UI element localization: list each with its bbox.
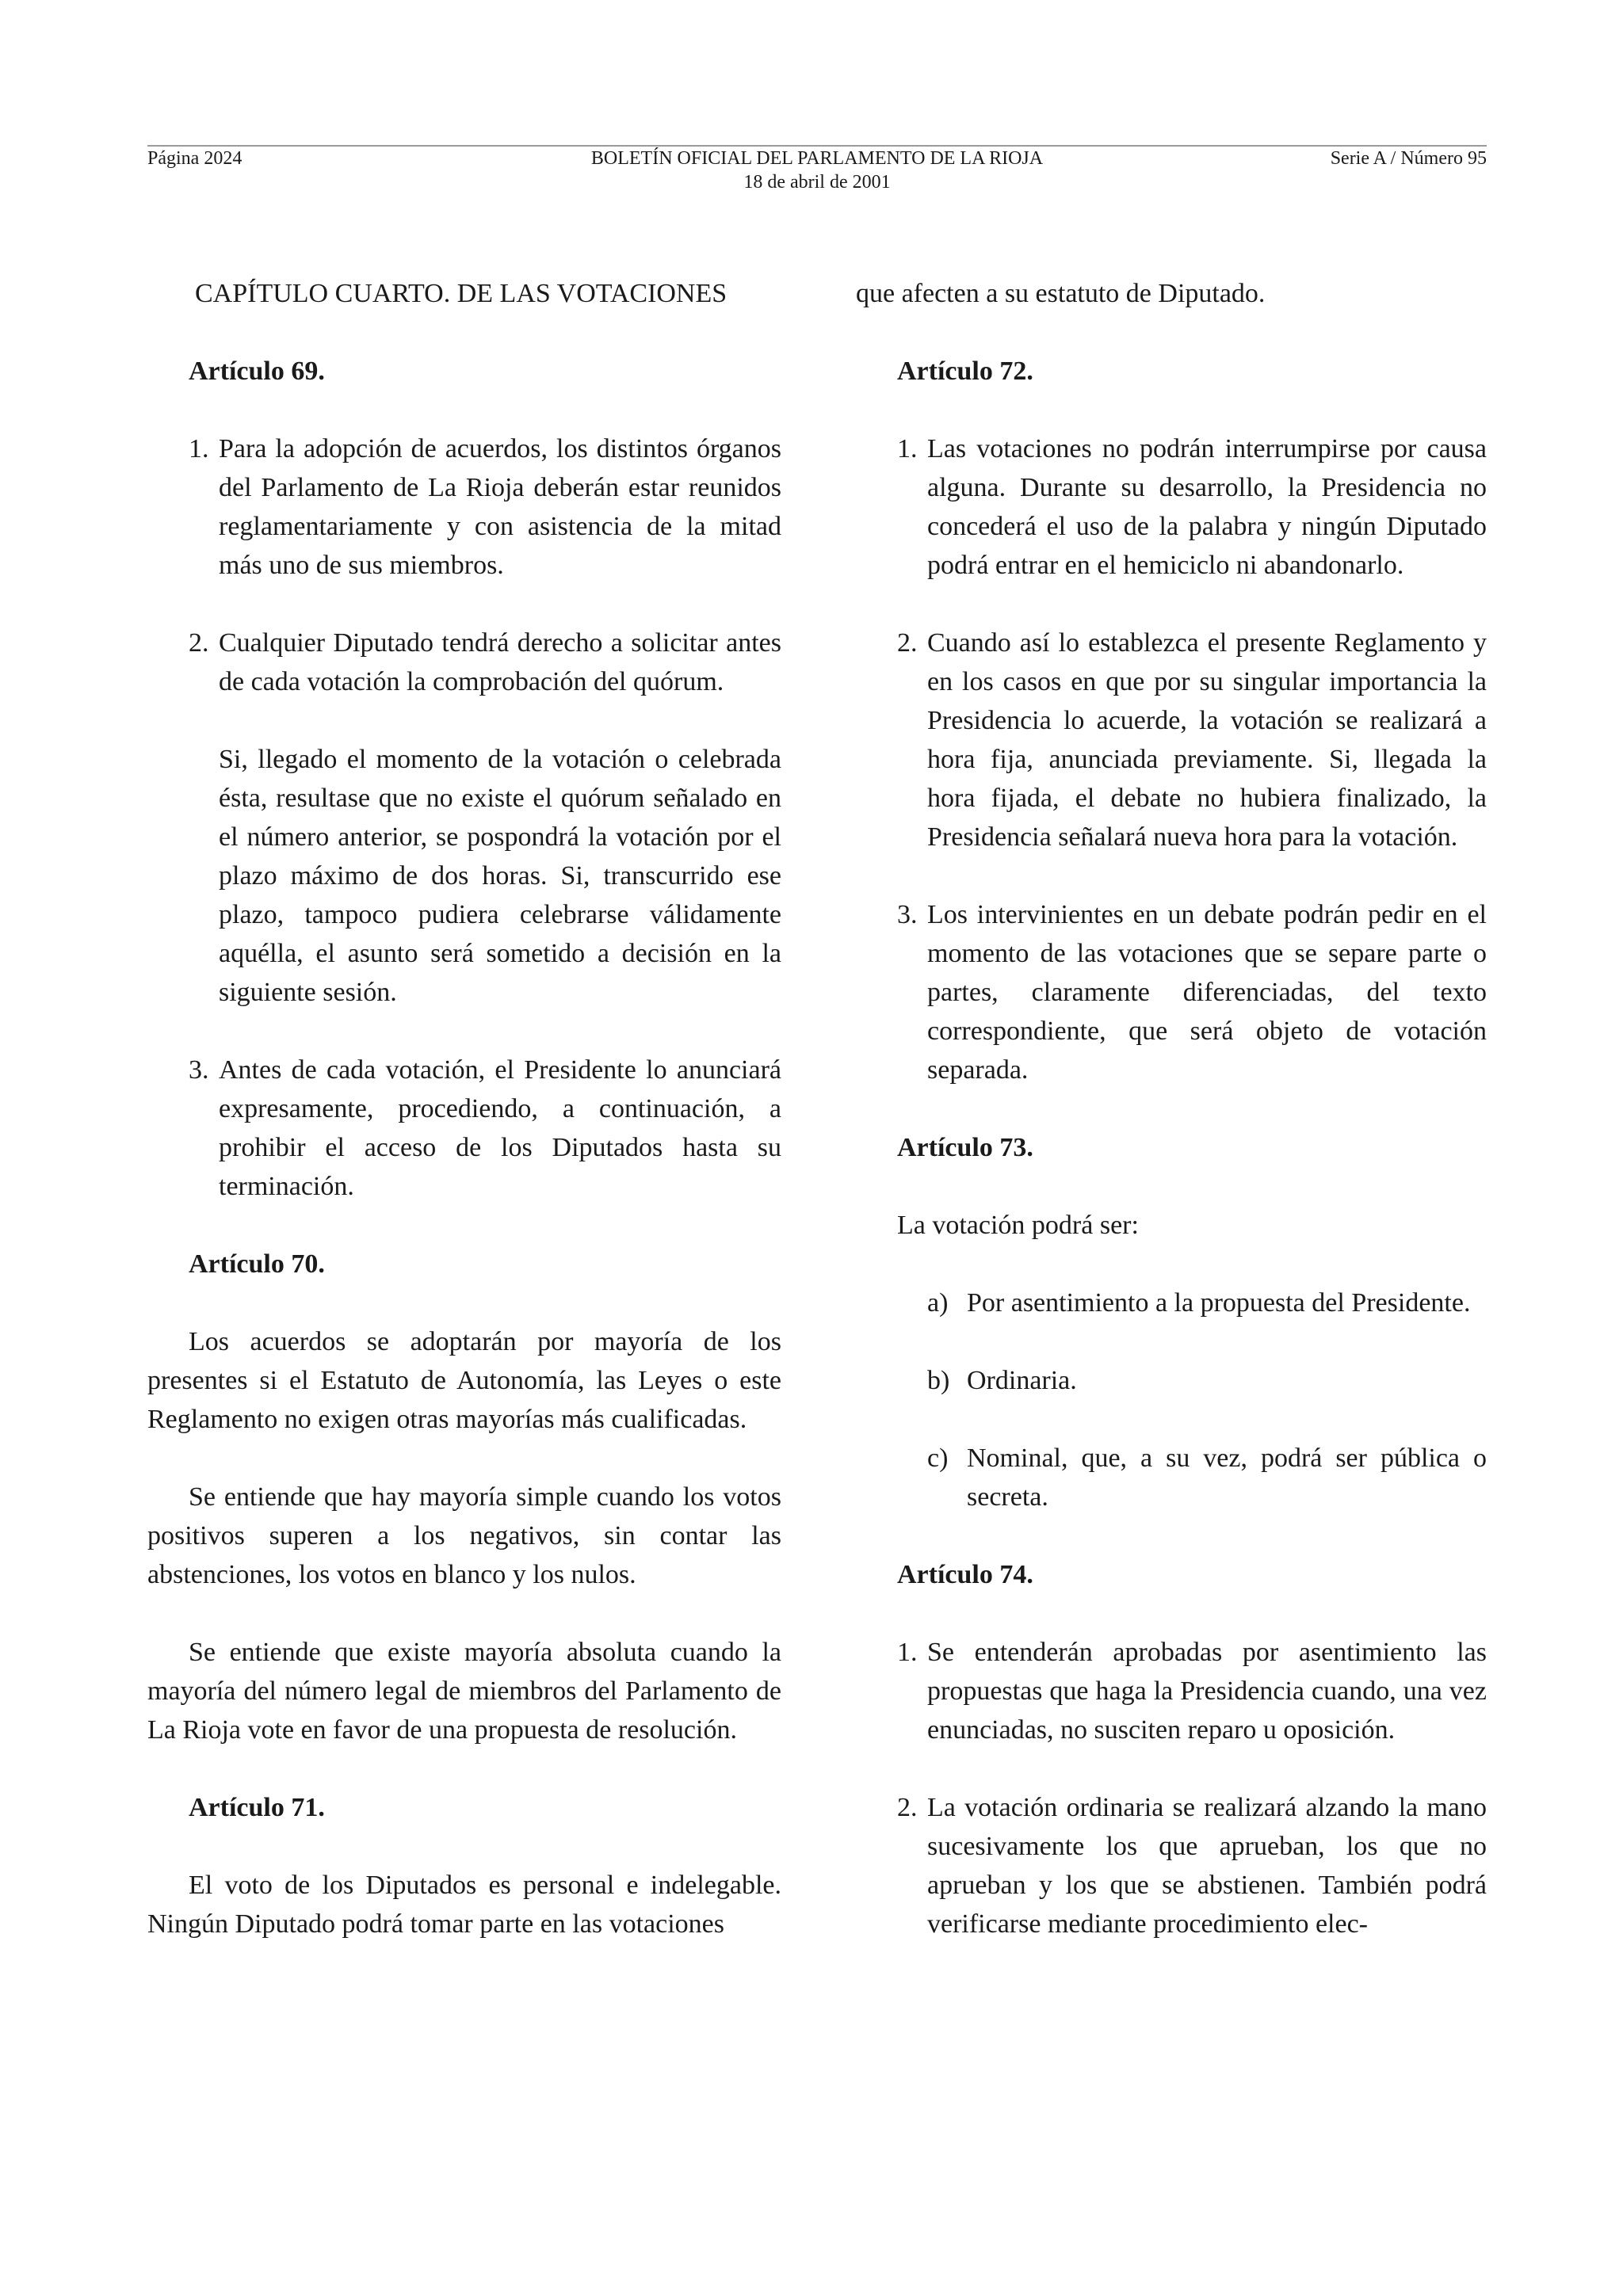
article-72-item-3 (856, 895, 1487, 1089)
article-73-item-b (856, 1361, 1487, 1400)
item-number: 2. (897, 628, 918, 658)
item-number: 1. (189, 434, 209, 463)
item-text: Las votaciones no podrán interrumpirse por causa alguna. Durante su desarrollo, la Presidencia no concederá el uso de la palabra y ningún Diputado podrá entrar en el hemiciclo ni abandonarlo. (927, 434, 1487, 580)
chapter-heading: CAPÍTULO CUARTO. DE LAS VOTACIONES (195, 279, 727, 308)
item-number: 2. (189, 628, 209, 658)
article-69-heading: Artículo 69. (189, 357, 325, 386)
article-70-heading: Artículo 70. (189, 1249, 325, 1279)
item-number: 3. (897, 900, 918, 929)
article-70-paragraph-2: Se entiende que hay mayoría simple cuando los votos positivos superen a los negativos, sin contar las abstenciones, los votos en blanco y los nulos. (147, 1482, 781, 1589)
bulletin-date: 18 de abril de 2001 (743, 172, 891, 193)
article-74-item-1 (856, 1633, 1487, 1749)
item-text: Los intervinientes en un debate podrán pedir en el momento de las votaciones que se separe parte o partes, claramente diferenciadas, del texto correspondiente, que será objeto de votación separada. (927, 900, 1487, 1085)
left-column (147, 274, 781, 1982)
page-header (147, 145, 1487, 194)
article-69-item-3 (147, 1051, 781, 1206)
article-69-item-2 (147, 624, 781, 701)
article-73-item-a (856, 1283, 1487, 1322)
item-text: Cuando así lo establezca el presente Reglamento y en los casos en que por su singular importancia la Presidencia lo acuerde, la votación se realizará a hora fija, anunciada previamente. Si, llegada la hora fijada, el debate no hubiera finalizado, la Presidencia señalará nueva hora para la votación. (927, 628, 1487, 852)
article-73-item-c (856, 1439, 1487, 1516)
article-69-item-2-paragraph: Si, llegado el momento de la votación o celebrada ésta, resultase que no existe el quórum señalado en el número anterior, se pospondrá la votación por el plazo máximo de dos horas. Si, transcurrido ese plazo, tampoco pudiera celebrarse válidamente aquélla, el asunto será sometido a decisión en la siguiente sesión. (219, 745, 781, 1007)
item-number: 2. (897, 1793, 918, 1822)
article-72-item-1 (856, 429, 1487, 585)
article-70-paragraph-3: Se entiende que existe mayoría absoluta cuando la mayoría del número legal de miembros del Parlamento de La Rioja vote en favor de una propuesta de resolución. (147, 1638, 781, 1745)
bulletin-title: BOLETÍN OFICIAL DEL PARLAMENTO DE LA RIOJA (590, 148, 1044, 169)
item-text: La votación ordinaria se realizará alzando la mano sucesivamente los que aprueban, los que no aprueban y los que se abstienen. También podrá verificarse mediante procedimiento elec- (927, 1793, 1487, 1939)
item-letter: c) (927, 1444, 949, 1473)
item-text: Se entenderán aprobadas por asentimiento las propuestas que haga la Presidencia cuando, una vez enunciadas, no susciten reparo u oposición. (927, 1638, 1487, 1745)
article-73-heading: Artículo 73. (897, 1133, 1033, 1162)
item-number: 1. (897, 434, 918, 463)
item-text: Nominal, que, a su vez, podrá ser pública o secreta. (967, 1444, 1487, 1512)
article-72-item-2 (856, 624, 1487, 856)
item-text: Ordinaria. (967, 1366, 1077, 1395)
article-71-paragraph-1: El voto de los Diputados es personal e indelegable. Ningún Diputado podrá tomar parte en las votaciones (147, 1871, 781, 1939)
article-74-heading: Artículo 74. (897, 1560, 1033, 1589)
series-number: Serie A / Número 95 (1330, 148, 1487, 169)
article-71-continuation: que afecten a su estatuto de Diputado. (856, 279, 1266, 308)
item-text: Para la adopción de acuerdos, los distintos órganos del Parlamento de La Rioja deberán estar reunidos reglamentariamente y con asistencia de la mitad más uno de sus miembros. (219, 434, 781, 580)
article-73-intro: La votación podrá ser: (897, 1211, 1139, 1240)
item-text: Antes de cada votación, el Presidente lo anunciará expresamente, procediendo, a continuación, a prohibir el acceso de los Diputados hasta su terminación. (219, 1055, 781, 1201)
article-72-heading: Artículo 72. (897, 357, 1033, 386)
item-number: 1. (897, 1638, 918, 1667)
item-number: 3. (189, 1055, 209, 1085)
item-letter: b) (927, 1366, 950, 1395)
item-text: Por asentimiento a la propuesta del Presidente. (967, 1288, 1471, 1318)
right-column (856, 274, 1487, 1982)
page-number: Página 2024 (147, 148, 242, 169)
article-69-item-1 (147, 429, 781, 585)
article-74-item-2 (856, 1788, 1487, 1943)
item-letter: a) (927, 1288, 949, 1318)
article-70-paragraph-1: Los acuerdos se adoptarán por mayoría de los presentes si el Estatuto de Autonomía, las Leyes o este Reglamento no exigen otras mayorías más cualificadas. (147, 1327, 781, 1434)
item-text: Cualquier Diputado tendrá derecho a solicitar antes de cada votación la comprobación del quórum. (219, 628, 781, 696)
article-71-heading: Artículo 71. (189, 1793, 325, 1822)
